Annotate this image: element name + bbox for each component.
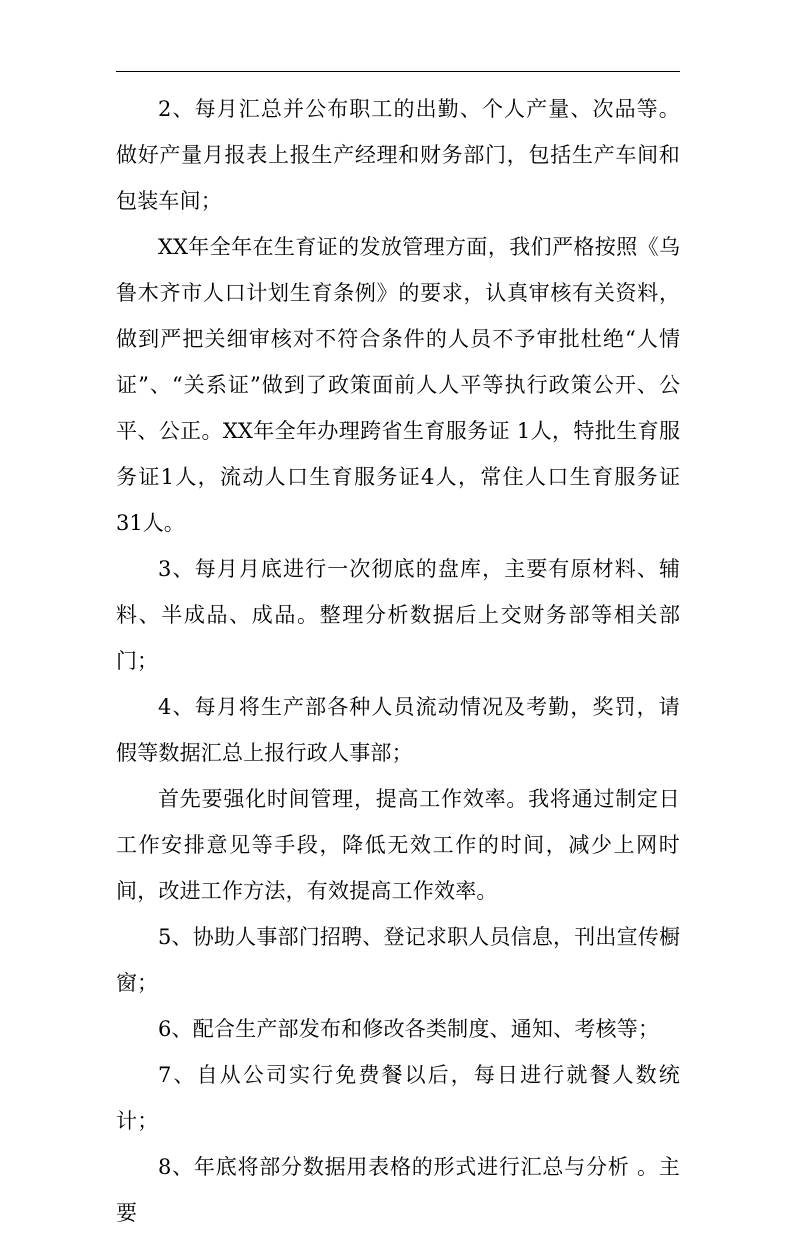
header-rule: [116, 71, 680, 72]
document-body: [116, 86, 680, 1236]
paragraph-item-2: 2、每月汇总并公布职工的出勤、个人产量、次品等。做好产量月报表上报生产经理和财务部门，包括生产车间和包装车间；: [116, 97, 680, 213]
paragraph-item-8: 8、年底将部分数据用表格的形式进行汇总与分析 。主要: [116, 1155, 680, 1225]
paragraph-time-management: 首先要强化时间管理，提高工作效率。我将通过制定日工作安排意见等手段，降低无效工作的时间，减少上网时间，改进工作方法，有效提高工作效率。: [116, 787, 680, 903]
paragraph-item-6: 6、配合生产部发布和修改各类制度、通知、考核等；: [158, 1017, 660, 1041]
paragraph-birth-certificate: XX年全年在生育证的发放管理方面，我们严格按照《乌鲁木齐市人口计划生育条例》的要求，认真审核有关资料，做到严把关细审核对不符合条件的人员不予审批杜绝“人情证”、“关系证”做到了政策面前人人平等执行政策公开、公平、公正。XX年全年办理跨省生育服务证 1人，特批生育服务证1人，流动人口生育服务证4人，常住人口生育服务证 31人。: [116, 235, 680, 535]
paragraph-item-3: 3、每月月底进行一次彻底的盘库，主要有原材料、辅料、半成品、成品。整理分析数据后上交财务部等相关部门；: [116, 557, 680, 673]
paragraph-item-4: 4、每月将生产部各种人员流动情况及考勤，奖罚，请假等数据汇总上报行政人事部；: [116, 695, 680, 765]
paragraph-item-5: 5、协助人事部门招聘、登记求职人员信息，刊出宣传橱窗；: [116, 925, 680, 995]
paragraph-item-7: 7、自从公司实行免费餐以后，每日进行就餐人数统计；: [116, 1063, 680, 1133]
